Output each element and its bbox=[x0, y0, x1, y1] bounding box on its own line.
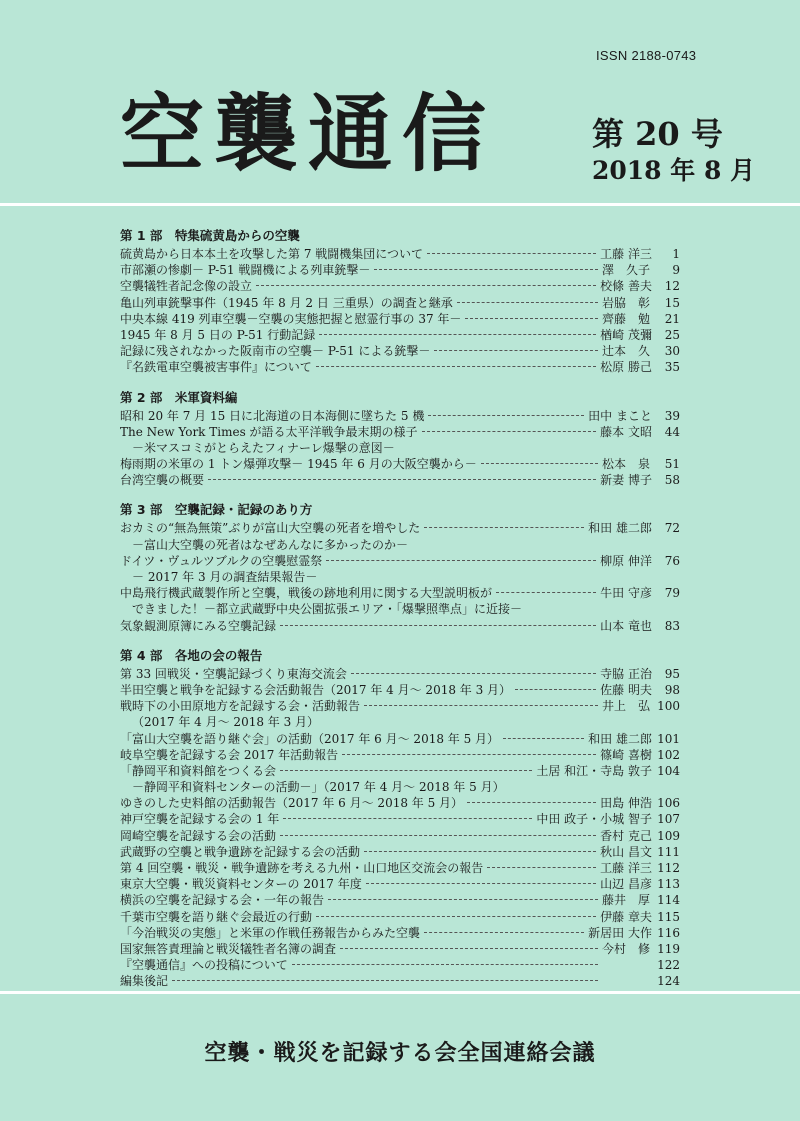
entry-title: ゆきのした史料館の活動報告（2017 年 6 月～ 2018 年 5 月） bbox=[120, 796, 464, 811]
toc-entry[interactable] bbox=[120, 973, 680, 989]
entry-title: 昭和 20 年 7 月 15 日に北海道の日本海側に墜ちた 5 機 bbox=[120, 408, 425, 423]
leader-dots bbox=[256, 285, 596, 286]
entry-page: 107 bbox=[657, 812, 680, 827]
entry-title: 「静岡平和資料館をつくる会 bbox=[120, 763, 277, 778]
entry-page: 122 bbox=[657, 958, 680, 973]
entry-page: 109 bbox=[657, 828, 680, 843]
entry-page: 9 bbox=[672, 263, 680, 278]
issn-label: ISSN 2188-0743 bbox=[596, 48, 697, 63]
entry-title: 国家無答責理論と戦災犠牲者名簿の調査 bbox=[120, 941, 337, 956]
entry-author: 楢崎 茂彌 bbox=[600, 327, 652, 342]
toc-entry[interactable] bbox=[120, 327, 680, 343]
toc-entry[interactable] bbox=[120, 424, 680, 440]
leader-dots bbox=[424, 932, 584, 933]
entry-title: 半田空襲と戦争を記録する会活動報告（2017 年 4 月～ 2018 年 3 月） bbox=[120, 682, 512, 697]
entry-author: 藤井 厚 bbox=[602, 893, 651, 908]
entry-author: 井上 弘 bbox=[602, 699, 651, 714]
entry-title: 戦時下の小田原地方を記録する会・活動報告 bbox=[120, 699, 361, 714]
entry-page: 124 bbox=[657, 974, 680, 989]
entry-title: 台湾空襲の概要 bbox=[120, 473, 205, 488]
toc-entry[interactable] bbox=[120, 553, 680, 569]
entry-title: 中島飛行機武蔵製作所と空襲，戦後の跡地利用に関する大型説明板が bbox=[120, 586, 493, 601]
entry-title: できました！－都立武蔵野中央公園拡張エリア・「爆撃照準点」に近接－ bbox=[132, 602, 523, 617]
entry-author: 寺脇 正治 bbox=[600, 666, 652, 681]
top-divider bbox=[0, 203, 800, 206]
journal-title: 空襲通信 bbox=[120, 84, 497, 183]
leader-dots bbox=[328, 899, 598, 900]
entry-page: 51 bbox=[664, 457, 680, 472]
entry-page: 95 bbox=[664, 666, 680, 681]
entry-author: 藤本 文昭 bbox=[600, 424, 652, 439]
leader-dots bbox=[434, 350, 598, 351]
leader-dots bbox=[340, 948, 598, 949]
leader-dots bbox=[316, 366, 596, 367]
toc-entry[interactable] bbox=[120, 343, 680, 359]
entry-page: 119 bbox=[657, 941, 680, 956]
entry-page: 100 bbox=[657, 699, 680, 714]
entry-title: 東京大空襲・戦災資料センターの 2017 年度 bbox=[120, 877, 362, 892]
leader-dots bbox=[496, 592, 596, 593]
entry-page: 116 bbox=[657, 925, 680, 940]
entry-page: 102 bbox=[657, 747, 680, 762]
leader-dots bbox=[422, 431, 597, 432]
entry-page: 58 bbox=[664, 473, 680, 488]
section-title: 第 4 部 各地の会の報告 bbox=[120, 647, 263, 663]
leader-dots bbox=[428, 415, 584, 416]
entry-page: 106 bbox=[657, 796, 680, 811]
toc-entry[interactable] bbox=[120, 941, 680, 957]
entry-title: （2017 年 4 月～ 2018 年 3 月） bbox=[132, 715, 320, 730]
toc-entry[interactable] bbox=[120, 278, 680, 294]
toc-entry[interactable] bbox=[120, 682, 680, 698]
leader-dots bbox=[280, 835, 596, 836]
entry-author: 田中 まこと bbox=[588, 408, 652, 423]
entry-page: 112 bbox=[657, 861, 680, 875]
toc-entry[interactable] bbox=[120, 828, 680, 844]
entry-page: 30 bbox=[664, 344, 680, 359]
toc-entry[interactable] bbox=[120, 763, 680, 779]
toc-entry[interactable] bbox=[120, 472, 680, 488]
toc-entry[interactable] bbox=[120, 537, 680, 553]
entry-author: 新居田 大作 bbox=[588, 925, 652, 940]
entry-title: 空襲犠牲者記念像の設立 bbox=[120, 279, 253, 294]
entry-title: 横浜の空襲を記録する会・一年の報告 bbox=[120, 893, 325, 908]
leader-dots bbox=[467, 802, 596, 803]
entry-title: 編集後記 bbox=[120, 974, 169, 989]
entry-title: 1945 年 8 月 5 日の P-51 行動記録 bbox=[120, 327, 316, 342]
entry-title: －静岡平和資料センターの活動－」（2017 年 4 月～ 2018 年 5 月） bbox=[132, 780, 505, 795]
leader-dots bbox=[172, 980, 598, 981]
entry-title: 亀山列車銃撃事件（1945 年 8 月 2 日 三重県）の調査と継承 bbox=[120, 295, 453, 310]
entry-title: 千葉市空襲を語り継ぐ会最近の行動 bbox=[120, 909, 313, 924]
entry-author: 和田 雄二郎 bbox=[588, 731, 652, 746]
entry-title: 「今治戦災の実態」と米軍の作戦任務報告からみた空襲 bbox=[120, 925, 421, 940]
section-title: 第 3 部 空襲記録・記録のあり方 bbox=[120, 502, 313, 518]
entry-page: 113 bbox=[657, 877, 680, 892]
leader-dots bbox=[503, 738, 584, 739]
entry-title: －米マスコミがとらえたフィナーレ爆撃の意図－ bbox=[132, 440, 395, 455]
entry-page: 72 bbox=[664, 521, 680, 536]
toc-entry[interactable] bbox=[120, 876, 680, 892]
entry-page: 104 bbox=[657, 763, 680, 778]
entry-title: 第 4 回空襲・戦災・戦争遺跡を考える九州・山口地区交流会の報告 bbox=[120, 861, 484, 875]
toc-entry[interactable] bbox=[120, 618, 680, 634]
leader-dots bbox=[465, 318, 598, 319]
toc-entry[interactable] bbox=[120, 440, 680, 456]
entry-title: 『名鉄電車空襲被害事件』について bbox=[120, 360, 312, 375]
section-title: 第 2 部 米軍資料編 bbox=[120, 389, 238, 405]
toc-entry[interactable] bbox=[120, 295, 680, 311]
leader-dots bbox=[374, 269, 598, 270]
toc-entry[interactable] bbox=[120, 246, 680, 262]
table-of-contents bbox=[120, 226, 680, 1002]
entry-page: 25 bbox=[664, 327, 680, 342]
toc-entry[interactable] bbox=[120, 731, 680, 747]
leader-dots bbox=[487, 867, 596, 868]
entry-title: 武蔵野の空襲と戦争遺跡を記録する会の活動 bbox=[120, 844, 361, 859]
toc-entry[interactable] bbox=[120, 844, 680, 860]
entry-title: 神戸空襲を記録する会の 1 年 bbox=[120, 812, 280, 827]
leader-dots bbox=[342, 754, 596, 755]
toc-entry[interactable] bbox=[120, 262, 680, 278]
entry-author: 工藤 洋三 bbox=[600, 247, 652, 261]
toc-entry[interactable] bbox=[120, 311, 680, 327]
leader-dots bbox=[208, 479, 596, 480]
toc-entry[interactable] bbox=[120, 520, 680, 536]
entry-author: 山本 竜也 bbox=[600, 618, 652, 633]
entry-page: 101 bbox=[657, 731, 680, 746]
entry-author: 土居 和江・寺島 敦子 bbox=[536, 763, 652, 778]
bottom-divider bbox=[0, 991, 800, 994]
entry-author: 香村 克己 bbox=[600, 828, 652, 843]
toc-entry[interactable] bbox=[120, 714, 680, 730]
leader-dots bbox=[316, 916, 596, 917]
entry-page: 39 bbox=[664, 408, 680, 423]
leader-dots bbox=[424, 527, 584, 528]
entry-page: 12 bbox=[664, 279, 680, 294]
entry-title: 気象観測原簿にみる空襲記録 bbox=[120, 618, 277, 633]
leader-dots bbox=[292, 964, 598, 965]
entry-author: 中田 政子・小城 智子 bbox=[536, 812, 652, 827]
entry-author: 柳原 伸洋 bbox=[600, 553, 652, 568]
leader-dots bbox=[427, 253, 596, 254]
entry-page: 98 bbox=[664, 682, 680, 697]
entry-title: 中央本線 419 列車空襲－空襲の実態把握と慰霊行事の 37 年－ bbox=[120, 311, 462, 326]
toc-section bbox=[120, 388, 680, 489]
entry-title: －富山大空襲の死者はなぜあんなに多かったのか－ bbox=[132, 537, 409, 552]
toc-entry[interactable] bbox=[120, 811, 680, 827]
entry-title: 硫黄島から日本本土を攻撃した第 7 戦闘機集団について bbox=[120, 247, 424, 261]
entry-author: 松本 泉 bbox=[602, 457, 651, 472]
entry-page: 44 bbox=[664, 424, 680, 439]
toc-entry[interactable] bbox=[120, 666, 680, 682]
leader-dots bbox=[283, 818, 532, 819]
entry-author: 山辺 昌彦 bbox=[600, 877, 652, 892]
leader-dots bbox=[364, 851, 596, 852]
entry-title: 『空襲通信』への投稿について bbox=[120, 958, 288, 973]
leader-dots bbox=[280, 770, 532, 771]
entry-author: 篠崎 喜樹 bbox=[600, 747, 652, 762]
entry-title: 岡崎空襲を記録する会の活動 bbox=[120, 828, 277, 843]
toc-entry[interactable] bbox=[120, 779, 680, 795]
toc-entry[interactable] bbox=[120, 698, 680, 714]
section-title: 第 1 部 特集硫黄島からの空襲 bbox=[120, 228, 300, 243]
entry-author: 辻本 久 bbox=[602, 344, 651, 359]
issue-number: 第 20 号 bbox=[592, 115, 723, 153]
leader-dots bbox=[351, 673, 596, 674]
leader-dots bbox=[326, 560, 596, 561]
toc-section bbox=[120, 226, 680, 376]
entry-author: 工藤 洋三 bbox=[600, 861, 652, 875]
entry-title: 市部瀬の惨劇－ P-51 戦闘機による列車銃撃－ bbox=[120, 263, 371, 278]
toc-section bbox=[120, 500, 680, 633]
toc-entry[interactable] bbox=[120, 585, 680, 601]
entry-title: 岐阜空襲を記録する会 2017 年活動報告 bbox=[120, 747, 339, 762]
entry-title: 「富山大空襲を語り継ぐ会」の活動（2017 年 6 月～ 2018 年 5 月） bbox=[120, 731, 500, 746]
toc-section bbox=[120, 646, 680, 990]
entry-author: 伊藤 章夫 bbox=[600, 909, 652, 924]
toc-entry[interactable] bbox=[120, 892, 680, 908]
entry-page: 83 bbox=[664, 618, 680, 633]
entry-author: 牛田 守彦 bbox=[600, 586, 652, 601]
entry-page: 115 bbox=[657, 909, 680, 924]
publisher-name: 空襲・戦災を記録する会全国連絡会議 bbox=[204, 1040, 596, 1066]
entry-title: － 2017 年 3 月の調査結果報告－ bbox=[132, 570, 318, 584]
entry-author: 校條 善夫 bbox=[600, 279, 652, 294]
entry-author: 今村 修 bbox=[602, 941, 651, 956]
entry-author: 新妻 博子 bbox=[600, 473, 652, 488]
entry-author: 齊藤 勉 bbox=[602, 311, 651, 326]
entry-page: 79 bbox=[664, 586, 680, 601]
leader-dots bbox=[366, 883, 596, 884]
toc-entry[interactable] bbox=[120, 601, 680, 617]
entry-page: 76 bbox=[664, 553, 680, 568]
leader-dots bbox=[515, 689, 596, 690]
toc-entry[interactable] bbox=[120, 957, 680, 973]
entry-author: 田島 伸浩 bbox=[600, 796, 652, 811]
entry-page: 15 bbox=[664, 295, 680, 310]
toc-entry[interactable] bbox=[120, 795, 680, 811]
entry-author: 岩脇 彰 bbox=[602, 295, 651, 310]
toc-entry[interactable] bbox=[120, 925, 680, 941]
entry-title: 梅雨期の米軍の 1 トン爆弾攻撃－ 1945 年 6 月の大阪空襲から－ bbox=[120, 457, 477, 472]
entry-page: 111 bbox=[657, 844, 680, 859]
entry-page: 1 bbox=[672, 247, 680, 261]
entry-author: 和田 雄二郎 bbox=[588, 521, 652, 536]
leader-dots bbox=[364, 705, 598, 706]
toc-entry[interactable] bbox=[120, 359, 680, 375]
entry-title: 記録に残されなかった阪南市の空襲－ P-51 による銃撃－ bbox=[120, 344, 431, 359]
issue-date: 2018 年 8 月 bbox=[592, 156, 756, 185]
leader-dots bbox=[319, 334, 596, 335]
entry-author: 佐藤 明夫 bbox=[600, 682, 652, 697]
leader-dots bbox=[280, 625, 596, 626]
entry-title: ドイツ・ヴュルツブルクの空襲慰霊祭 bbox=[120, 553, 323, 568]
leader-dots bbox=[457, 302, 598, 303]
entry-title: The New York Times が語る太平洋戦争最末期の様子 bbox=[120, 424, 418, 439]
entry-page: 35 bbox=[664, 360, 680, 375]
toc-entry[interactable] bbox=[120, 408, 680, 424]
entry-page: 114 bbox=[657, 893, 680, 908]
leader-dots bbox=[481, 463, 598, 464]
entry-title: 第 33 回戦災・空襲記録づくり東海交流会 bbox=[120, 666, 347, 681]
entry-author: 松原 勝己 bbox=[600, 360, 652, 375]
entry-title: おカミの“無為無策”ぶりが富山大空襲の死者を増やした bbox=[120, 521, 421, 536]
toc-entry[interactable] bbox=[120, 569, 680, 585]
entry-author: 澤 久子 bbox=[602, 263, 651, 278]
toc-entry[interactable] bbox=[120, 909, 680, 925]
entry-page: 21 bbox=[664, 311, 680, 326]
entry-author: 秋山 昌文 bbox=[600, 844, 652, 859]
toc-entry[interactable] bbox=[120, 860, 680, 876]
toc-entry[interactable] bbox=[120, 747, 680, 763]
toc-entry[interactable] bbox=[120, 456, 680, 472]
